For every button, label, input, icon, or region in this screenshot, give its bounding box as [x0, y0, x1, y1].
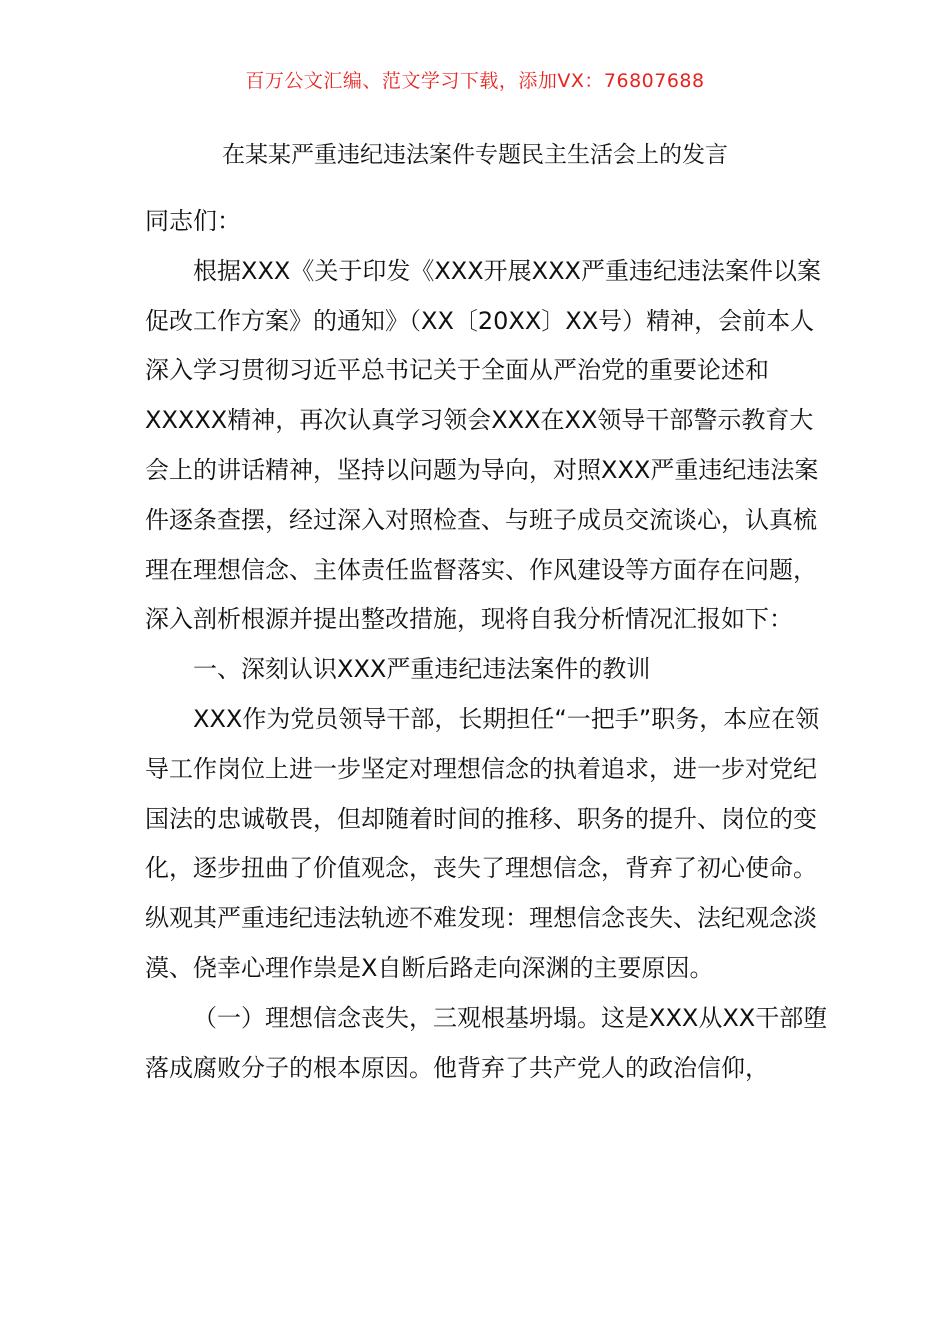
- document-title: 在某某严重违纪违法案件专题民主生活会上的发言: [222, 142, 728, 168]
- paragraph-subsection-1: （一）理想信念丧失，三观根基坍塌。这是XXX从XX干部堕落成腐败分子的根本原因。他背弃了共产党人的政治信仰，: [145, 1003, 828, 1082]
- paragraph-lessons: XXX作为党员领导干部，长期担任“一把手”职务，本应在领导工作岗位上进一步坚定对理想信念的执着追求，进一步对党纪国法的忠诚敬畏，但却随着时间的推移、职务的提升、岗位的变化，逐步扭曲了价值观念，丧失了理想信念，背弃了初心使命。纵观其严重违纪违法轨迹不难发现：理想信念丧失、法纪观念淡漠、侥幸心理作祟是X自断后路走向深渊的主要原因。: [145, 704, 820, 982]
- header-banner: 百万公文汇编、范文学习下载，添加VX：76807688: [245, 70, 705, 92]
- document-body: [145, 197, 835, 1093]
- salutation: 同志们：: [145, 207, 241, 235]
- section-heading: 一、深刻认识XXX严重违纪违法案件的教训: [193, 655, 651, 684]
- paragraph-intro: 根据XXX《关于印发《XXX开展XXX严重违纪违法案件以案促改工作方案》的通知》（XX〔20XX〕XX号）精神，会前本人深入学习贯彻习近平总书记关于全面从严治党的重要论述和XXXXX精神，再次认真学习领会XXX在XX领导干部警示教育大会上的讲话精神，坚持以问题为导向，对照XXX严重违纪违法案件逐条查摆，经过深入对照检查、与班子成员交流谈心，认真梳理在理想信念、主体责任监督落实、作风建设等方面存在问题，深入剖析根源并提出整改措施，现将自我分析情况汇报如下：: [145, 256, 821, 634]
